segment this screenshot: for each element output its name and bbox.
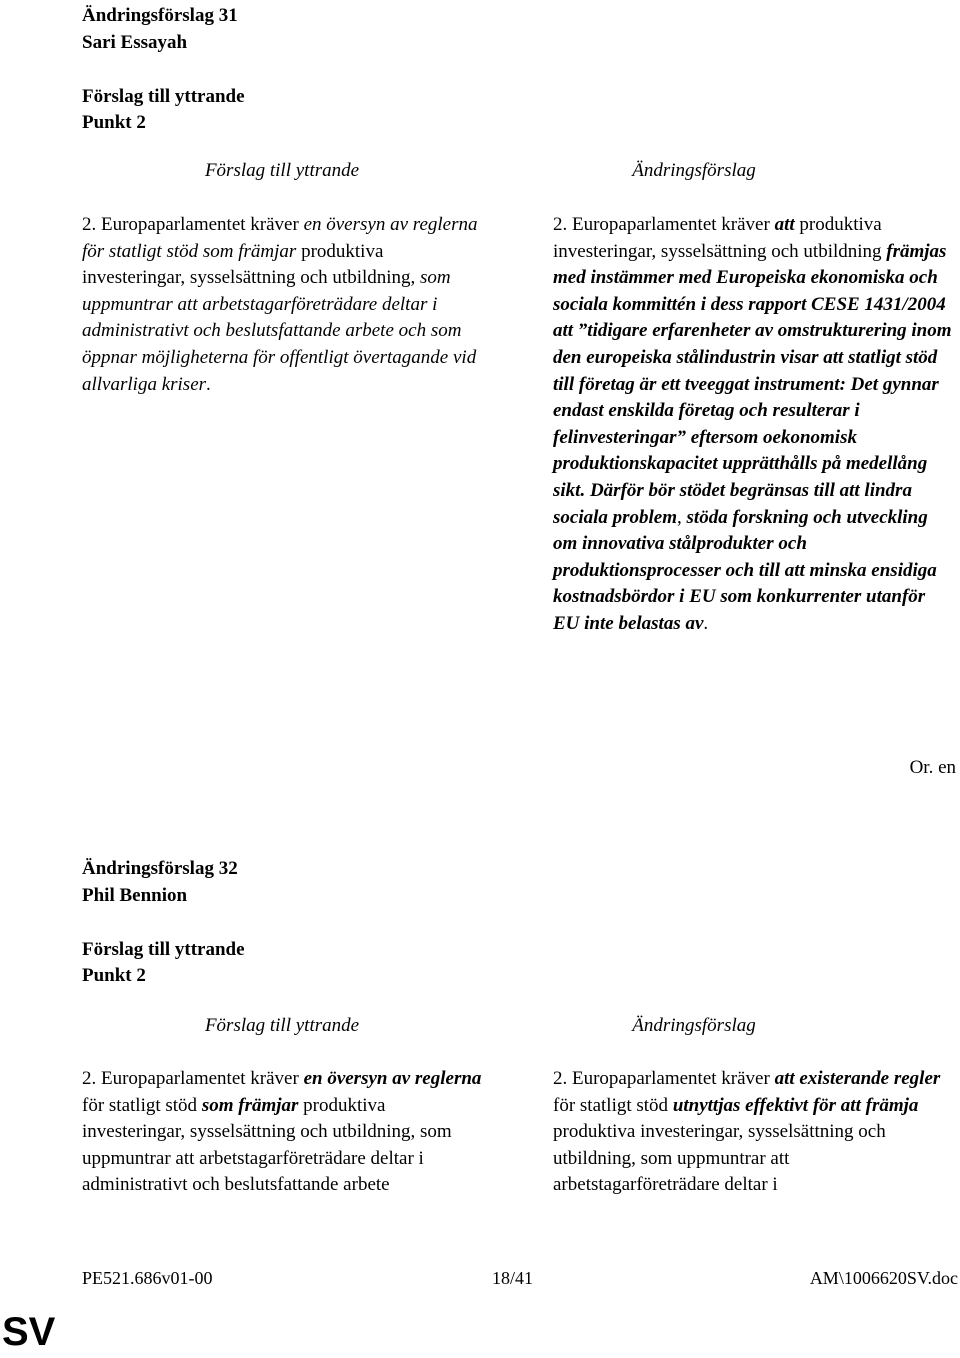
original-language: Or. en: [909, 757, 956, 778]
text-segment: för statligt stöd: [82, 1094, 202, 1116]
amendment-31-amended-text: [553, 212, 953, 638]
amendment-31-original-text: [82, 212, 484, 398]
text-segment: som främjar: [201, 1094, 299, 1116]
amendment-31-title: Ändringsförslag 31: [82, 5, 238, 26]
footer-page-number: 18/41: [492, 1268, 534, 1288]
language-code: SV: [2, 1310, 56, 1354]
amendment-31-left-header: Förslag till yttrande: [204, 160, 360, 181]
amendment-32-original-text: [82, 1066, 484, 1199]
text-segment: 2. Europaparlamentet kräver: [553, 1068, 775, 1089]
amendment-32-title: Ändringsförslag 32: [82, 858, 238, 879]
text-segment: stöda forskning och utveckling om innovativa stålprodukter och produktionsprocesser och till att minska ensidiga kostnadsbördor i EU som konkurrenter utanför EU inte belastas av: [553, 506, 937, 634]
text-segment: produktiva investeringar, sysselsättning och utbildning,: [82, 240, 421, 289]
amendment-32-left-header: Förslag till yttrande: [204, 1015, 360, 1036]
text-segment: som uppmuntrar att arbetstagarföreträdare deltar i administrativt och beslutsfattande arbete och som öppnar möjligheterna för offentligt övertagande vid allvarliga kriser: [82, 267, 477, 395]
text-segment: att: [774, 214, 795, 235]
amendment-31-right-header: Ändringsförslag: [632, 160, 756, 181]
text-segment: främjas med instämmer med Europeiska ekonomiska och sociala kommittén i dess rapport CESE 1431/2004 att ”tidigare erfarenheter av omstrukturering inom den europeiska stålindustrin visar att statligt stöd till företag är ett tveeggat instrument: Det gynnar endast enskilda företag och resulterar i felinvesteringar” eftersom oekonomisk produktionskapacitet upprätthålls på medellång sikt. Därför bör stödet begränsas till att lindra sociala problem: [553, 240, 952, 528]
amendment-31-proposal: Förslag till yttrande: [82, 86, 245, 107]
amendment-32-author: Phil Bennion: [82, 885, 188, 906]
text-segment: .: [703, 612, 709, 634]
amendment-32-amended-text: [553, 1066, 953, 1199]
text-segment: 2. Europaparlamentet kräver: [82, 214, 304, 235]
footer-doc-ref: PE521.686v01-00: [82, 1268, 213, 1288]
footer-file-name: AM\1006620SV.doc: [809, 1268, 958, 1288]
text-segment: produktiva investeringar, sysselsättning och utbildning: [553, 214, 887, 262]
text-segment: .: [206, 373, 211, 395]
amendment-32-right-header: Ändringsförslag: [632, 1015, 756, 1036]
text-segment: att existerande regler: [774, 1068, 941, 1089]
text-segment: 2. Europaparlamentet kräver: [553, 214, 775, 235]
text-segment: för statligt stöd: [553, 1094, 673, 1116]
text-segment: produktiva investeringar, sysselsättning och utbildning, som uppmuntrar att arbetstagarföreträdare deltar i administrativt och beslutsfattande arbete: [82, 1094, 452, 1196]
text-segment: 2. Europaparlamentet kräver: [82, 1068, 304, 1089]
amendment-32-proposal: Förslag till yttrande: [82, 939, 245, 960]
text-segment: produktiva investeringar, sysselsättning och utbildning, som uppmuntrar att arbetstagarföreträdare deltar i: [553, 1121, 886, 1196]
text-segment: utnyttjas effektivt för att främja: [672, 1094, 919, 1116]
text-segment: en översyn av reglerna för statligt stöd som främjar: [82, 214, 478, 262]
amendment-32-point: Punkt 2: [82, 965, 146, 986]
amendment-31-point: Punkt 2: [82, 112, 146, 133]
text-segment: ,: [677, 506, 687, 528]
amendment-31-author: Sari Essayah: [82, 32, 188, 53]
text-segment: en översyn av reglerna: [303, 1068, 482, 1089]
